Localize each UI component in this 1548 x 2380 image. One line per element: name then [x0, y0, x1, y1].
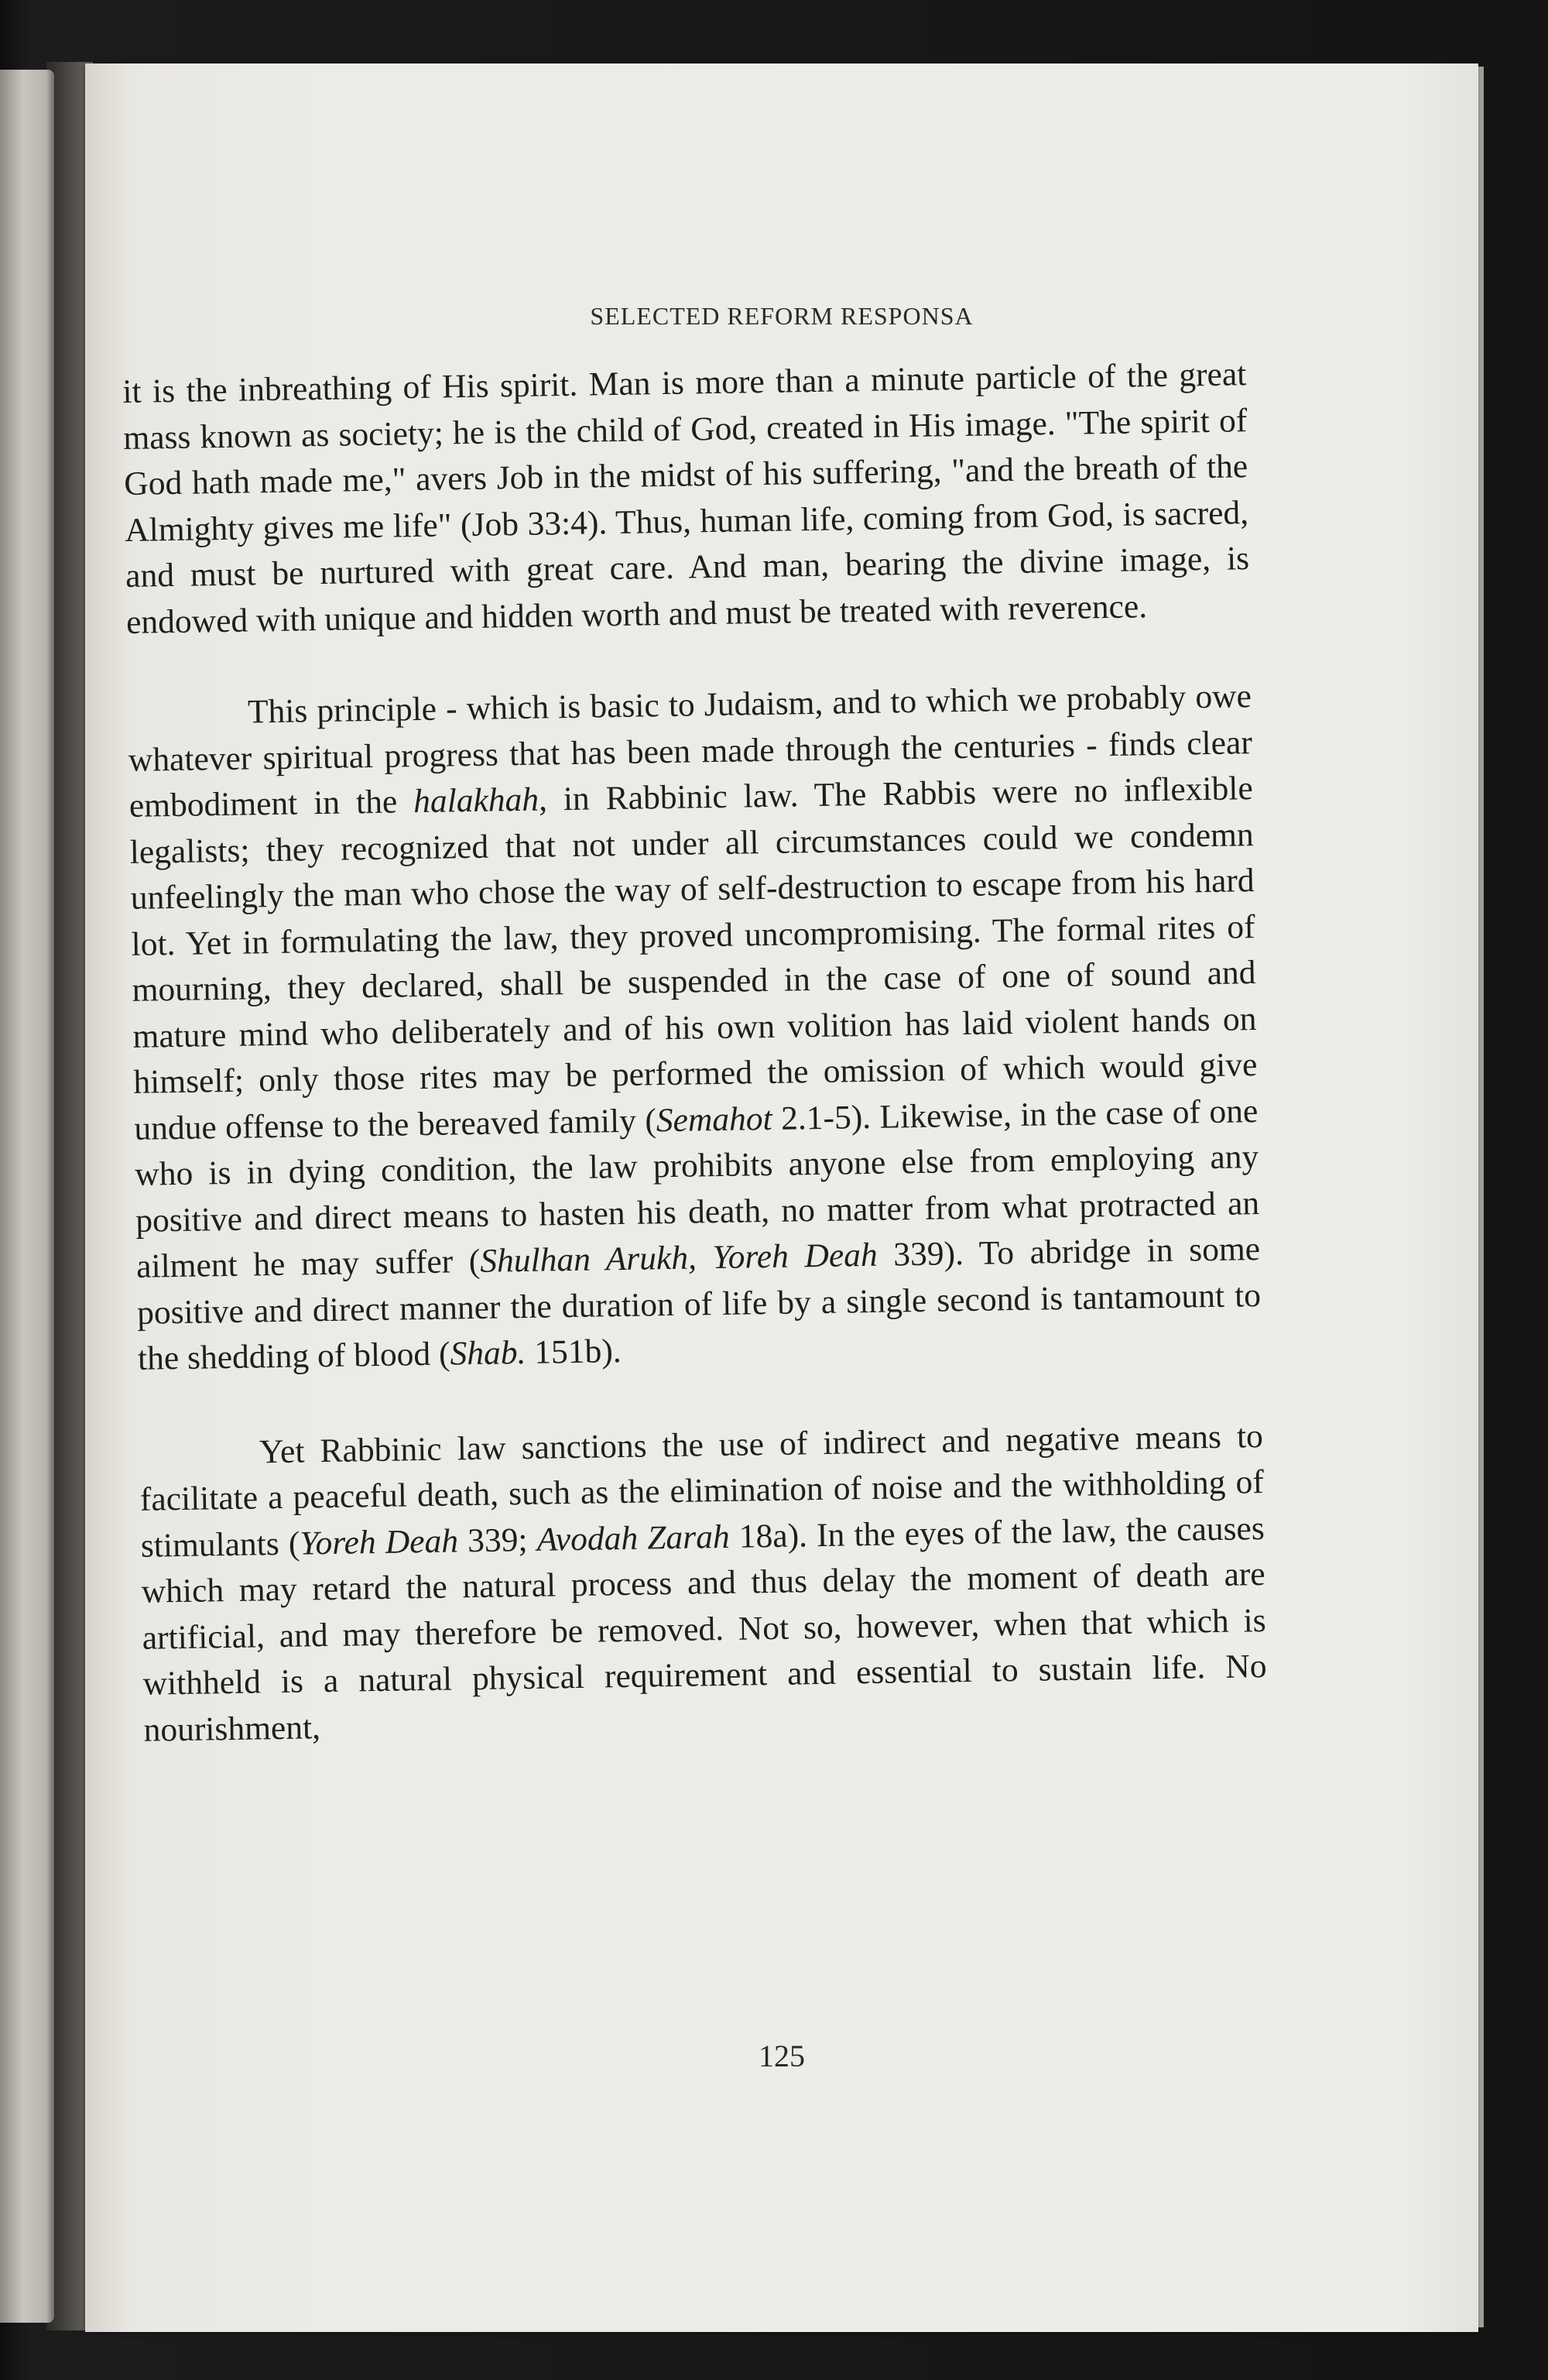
paragraph-1	[122, 352, 1250, 646]
italic-citation: Yoreh Deah	[299, 1521, 459, 1562]
text-run: 339;	[457, 1521, 538, 1559]
italic-citation: halakhah	[413, 780, 539, 821]
page-number: 125	[759, 2039, 805, 2073]
italic-citation: Avodah Zarah	[536, 1518, 731, 1559]
paragraph-3	[139, 1414, 1268, 1754]
text-run: , in Rabbinic law. The Rabbis were no inflexible legalists; they recognized that not under all circumstances could we condemn unfeelingly the man who chose the way of self-destruction to escape from his hard lot. Yet in formulating the law, they proved uncompromising. The formal rites of mourning, they declared, shall be suspended in the case of one of sound and mature mind who deliberately and of his own volition has laid violent hands on himself; only those rites may be performed the omission of which would give undue offense to the bereaved family (	[129, 770, 1258, 1147]
italic-citation: Shulhan Arukh, Yoreh Deah	[479, 1236, 878, 1280]
text-run: 151b).	[526, 1332, 622, 1371]
text-run: 18a). In the eyes of the law, the causes which may retard the natural process and thus delay the moment of death are artificial, and may therefore be removed. Not so, however, when that which is withheld is a natural physical requirement and essential to sustain life. No nourishment,	[141, 1509, 1267, 1749]
body-text	[122, 352, 1268, 1754]
text-run: Yet Rabbinic law sanctions the use of indirect and negative means to facilitate a peaceful death, such as the elimination of noise and the withholding of stimulants (	[139, 1417, 1265, 1565]
italic-citation: Semahot	[656, 1099, 773, 1139]
text-run: 2.1-5). Likewise, in the case of one who is in dying condition, the law prohibits anyone else from employing any positive and direct means to hasten his death, no matter from what protracted an ailment he may suffer (	[134, 1092, 1260, 1285]
text-run: 339). To abridge in some positive and direct manner the duration of life by a single second is tantamount to the shedding of blood (	[136, 1230, 1262, 1377]
facing-page-edge	[0, 70, 54, 2323]
running-head: SELECTED REFORM RESPONSA	[590, 302, 974, 330]
book-page	[85, 63, 1478, 2332]
paragraph-2	[128, 674, 1262, 1382]
italic-citation: Shab.	[450, 1333, 526, 1373]
text-run: This principle - which is basic to Judaism, and to which we probably owe whatever spiritual progress that has been made through the centuries - finds clear embodiment in the	[128, 677, 1253, 825]
text-run: it is the inbreathing of His spirit. Man is more than a minute particle of the great mass known as society; he is the child of God, created in His image. "The spirit of God hath made me," avers Job in the midst of his suffering, "and the breath of the Almighty gives me life" (Job 33:4). Thus, human life, coming from God, is sacred, and must be nurtured with great care. And man, bearing the divine image, is endowed with unique and hidden worth and must be treated with reverence.	[122, 355, 1250, 641]
